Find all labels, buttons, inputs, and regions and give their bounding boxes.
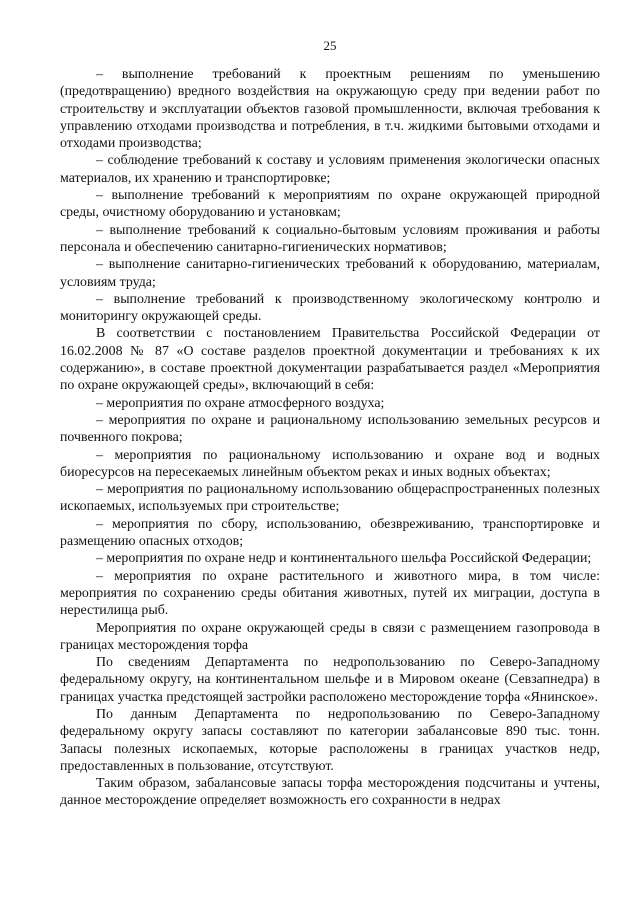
paragraph: – мероприятия по охране растительного и животного мира, в том числе: мероприятия по сохранению среды обитания животных, путей их миграции, доступа в нерестилища рыб. [60,568,600,619]
paragraph: – мероприятия по рациональному использованию общераспространенных полезных ископаемых, используемых при строительстве; [60,482,600,515]
paragraph: – мероприятия по охране атмосферного воздуха; [96,395,385,411]
paragraph: – мероприятия по охране недр и континентального шельфа Российской Федерации; [96,551,592,567]
paragraph: – мероприятия по рациональному использованию и охране вод и водных биоресурсов на пересекаемых линейным объектом реках и иных водных объектах; [60,447,600,480]
document-page [60,0,600,905]
paragraph: – выполнение требований к проектным решениям по уменьшению (предотвращению) вредного воздействия на окружающую среду при ведении работ по строительству и эксплуатации объектов газовой промышленности, включая требования к управлению отходами производства и потребления, в т.ч. жидкими бытовыми отходами и отходами производства; [60,67,600,152]
section-heading: Мероприятия по охране окружающей среды в связи с размещением газопровода в границах месторождения торфа [60,620,600,653]
paragraph: В соответствии с постановлением Правительства Российской Федерации от 16.02.2008 № 87 «О составе разделов проектной документации и требованиях к их содержанию», в составе проектной документации разрабатывается раздел «Мероприятия по охране окружающей среды», включающий в себя: [60,326,600,394]
paragraph: По сведениям Департамента по недропользованию по Северо-Западному федеральному округу, на континентальном шельфе и в Мировом океане (Севзапнедра) в границах участка предстоящей застройки расположено месторождение торфа «Янинское». [60,655,600,705]
paragraph: – выполнение санитарно-гигиенических требований к оборудованию, материалам, условиям труда; [60,257,600,290]
page-number: 25 [323,38,337,53]
paragraph: По данным Департамента по недропользованию по Северо-Западному федеральному округу запасы составляют по категории забалансовые 890 тыс. тонн. Запасы полезных ископаемых, которые расположены в границах участков недр, предоставленных в пользование, отсутствуют. [60,706,600,774]
paragraph: – мероприятия по охране и рациональному использованию земельных ресурсов и почвенного покрова; [60,412,600,446]
paragraph: – соблюдение требований к составу и условиям применения экологически опасных материалов, их хранению и транспортировке; [60,153,600,186]
paragraph: Таким образом, забалансовые запасы торфа месторождения подсчитаны и учтены, данное месторождение определяет возможность его сохранности в недрах [60,776,600,809]
paragraph: – мероприятия по сбору, использованию, обезвреживанию, транспортировке и размещению опасных отходов; [60,516,600,550]
paragraph: – выполнение требований к социально-бытовым условиям проживания и работы персонала и обеспечению санитарно-гигиенических нормативов; [60,222,600,255]
document-body [60,66,600,810]
paragraph: – выполнение требований к мероприятиям по охране окружающей природной среды, очистному оборудованию и установкам; [60,188,600,221]
paragraph: – выполнение требований к производственному экологическому контролю и мониторингу окружающей среды. [60,291,600,325]
